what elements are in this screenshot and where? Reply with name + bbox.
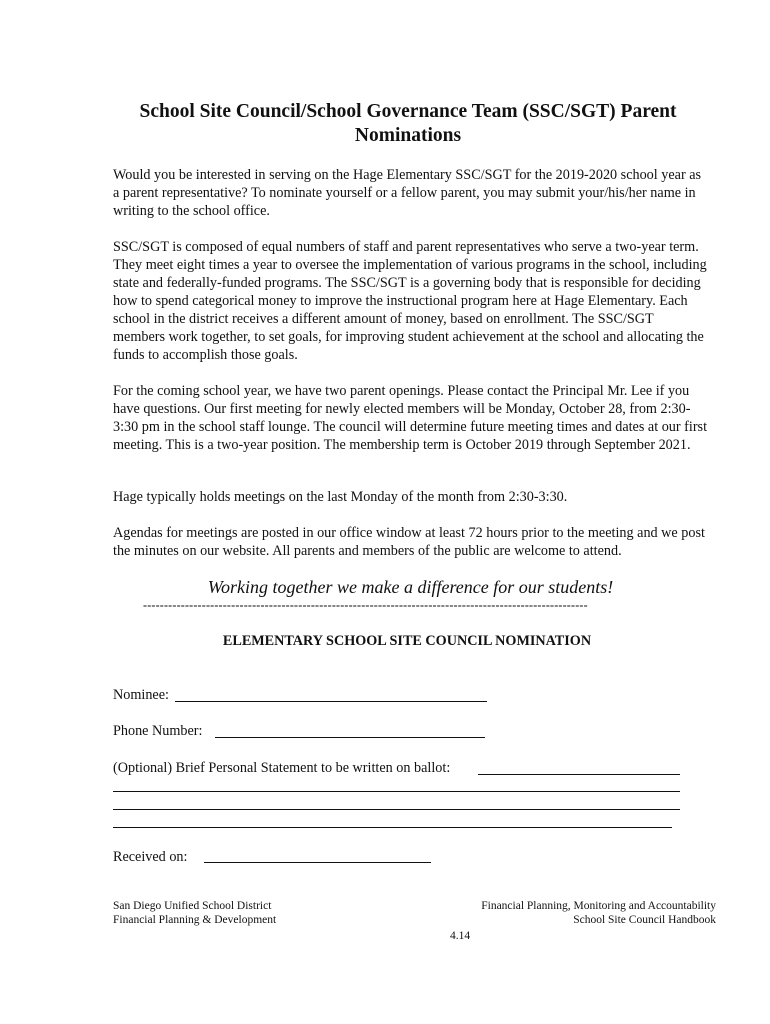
footer-office: Financial Planning, Monitoring and Accountability [481, 900, 716, 912]
statement-blank-1[interactable] [478, 774, 680, 775]
footer-district: San Diego Unified School District [113, 900, 272, 912]
footer-department: Financial Planning & Development [113, 914, 277, 926]
form-title: ELEMENTARY SCHOOL SITE COUNCIL NOMINATION [222, 633, 592, 649]
page-title: School Site Council/School Governance Team (SSC/SGT) Parent Nominations [139, 101, 677, 146]
agendas-paragraph: Agendas for meetings are posted in our office window at least 72 hours prior to the meeting and we post the minutes on our website. All parents and members of the public are welcome to attend. [113, 525, 705, 559]
page-number: 4.14 [449, 930, 471, 942]
nominee-label: Nominee: [113, 687, 169, 703]
phone-blank[interactable] [215, 737, 485, 738]
statement-label: (Optional) Brief Personal Statement to be written on ballot: [113, 760, 451, 776]
motto: Working together we make a difference for our students! [207, 577, 614, 597]
meetings-paragraph: Hage typically holds meetings on the last Monday of the month from 2:30-3:30. [113, 489, 568, 505]
received-blank[interactable] [204, 862, 431, 863]
statement-blank-2[interactable] [113, 791, 680, 792]
statement-blank-3[interactable] [113, 809, 680, 810]
composition-paragraph: SSC/SGT is composed of equal numbers of staff and parent representatives who serve a two-year term. They meet eight times a year to oversee the implementation of various programs in the school, including state and federally-funded programs. The SSC/SGT is a governing body that is responsible for deciding how to spend categorical money to improve the instructional program here at Hage Elementary. Each school in the district receives a different amount of money, based on enrollment. The SSC/SGT members work together, to set goals, for improving student achievement at the school and allocating the funds to accomplish those goals. [113, 239, 707, 363]
nominee-blank[interactable] [175, 701, 487, 702]
openings-paragraph: For the coming school year, we have two parent openings. Please contact the Principal Mr. Lee if you have questions. Our first meeting for newly elected members will be Monday, October 28, from 2:30-3:30 pm in the school staff lounge. The council will determine future meeting times and dates at our first meeting. This is a two-year position. The membership term is October 2019 through September 2021. [113, 383, 708, 453]
received-label: Received on: [113, 849, 188, 865]
statement-blank-4[interactable] [113, 827, 672, 828]
phone-label: Phone Number: [113, 723, 203, 739]
intro-paragraph: Would you be interested in serving on the Hage Elementary SSC/SGT for the 2019-2020 school year as a parent representative? To nominate yourself or a fellow parent, you may submit your/his/her name in writing to the school office. [113, 167, 702, 219]
divider: ---------------------------------------------------------------------------------------------------------- [143, 598, 588, 612]
footer-handbook: School Site Council Handbook [573, 914, 716, 926]
